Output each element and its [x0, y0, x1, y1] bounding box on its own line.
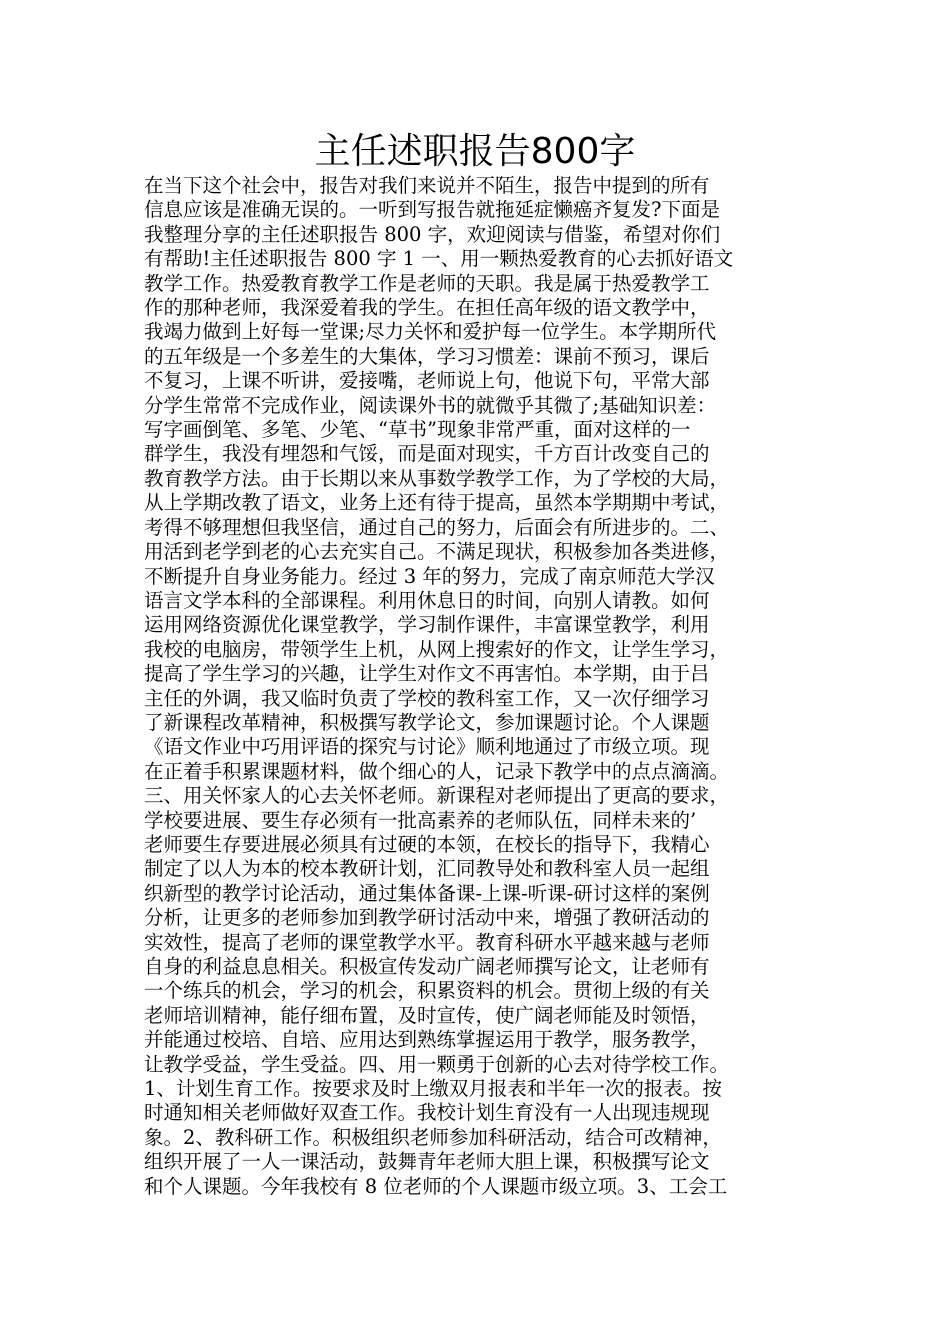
body-line: 让教学受益，学生受益。四、用一颗勇于创新的心去对待学校工作。 [144, 1052, 730, 1076]
body-line: 语言文学本科的全部课程。利用休息日的时间，向别人请教。如何 [144, 588, 710, 612]
body-line: 学校要进展、要生存必须有一批高素养的老师队伍，同样未来的’ [144, 808, 697, 832]
body-line: 写字画倒笔、多笔、少笔、“草书”现象非常严重，面对这样的一 [144, 418, 691, 442]
body-line: 运用网络资源优化课堂教学，学习制作课件，丰富课堂教学，利用 [144, 613, 710, 637]
document-title: 主任述职报告800字 [314, 131, 636, 172]
document-body [144, 174, 844, 1199]
body-line: 从上学期改教了语文，业务上还有待于提高，虽然本学期期中考试， [144, 491, 730, 515]
body-line: 三、用关怀家人的心去关怀老师。新课程对老师提出了更高的要求， [144, 784, 730, 808]
body-line: 在当下这个社会中，报告对我们来说并不陌生，报告中提到的所有 [144, 174, 710, 197]
body-line: 一个练兵的机会，学习的机会，积累资料的机会。贯彻上级的有关 [144, 979, 710, 1003]
body-line: 不断提升自身业务能力。经过 3 年的努力，完成了南京师范大学汉 [144, 564, 715, 588]
body-line: 我竭力做到上好每一堂课;尽力关怀和爱护每一位学生。本学期所代 [144, 320, 717, 344]
body-line: 我校的电脑房，带领学生上机，从网上搜索好的作文，让学生学习， [144, 637, 730, 661]
body-line: 不复习，上课不听讲，爱接嘴，老师说上句，他说下句，平常大部 [144, 369, 710, 393]
body-line: 实效性，提高了老师的课堂教学水平。教育科研水平越来越与老师 [144, 930, 710, 954]
body-line: 作的那种老师，我深爱着我的学生。在担任高年级的语文教学中， [144, 296, 710, 320]
body-line: 教学工作。热爱教育教学工作是老师的天职。我是属于热爱教学工 [144, 271, 710, 295]
body-line: 的五年级是一个多差生的大集体，学习习惯差：课前不预习，课后 [144, 344, 710, 368]
body-line: 在正着手积累课题材料，做个细心的人，记录下教学中的点点滴滴。 [144, 759, 730, 783]
body-line: 自身的利益息息相关。积极宣传发动广阔老师撰写论文，让老师有 [144, 955, 710, 978]
body-line: 主任的外调，我又临时负责了学校的教科室工作，又一次仔细学习 [144, 686, 710, 710]
body-line: 分析，让更多的老师参加到教学研讨活动中来，增强了教研活动的 [144, 906, 710, 930]
body-line: 考得不够理想但我坚信，通过自己的努力，后面会有所进步的。二、 [144, 515, 730, 539]
body-line: 和个人课题。今年我校有 8 位老师的个人课题市级立项。3、工会工 [144, 1174, 728, 1198]
body-line: 有帮助!主任述职报告 800 字 1 一、用一颗热爱教育的心去抓好语文 [144, 247, 734, 271]
body-line: 组织开展了一人一课活动，鼓舞青年老师大胆上课，积极撰写论文 [144, 1150, 710, 1174]
body-line: 老师培训精神，能仔细布置，及时宣传，使广阔老师能及时领悟， [144, 1003, 710, 1027]
body-line: 了新课程改革精神，积极撰写教学论文，参加课题讨论。个人课题 [144, 710, 710, 734]
body-line: 提高了学生学习的兴趣，让学生对作文不再害怕。本学期，由于吕 [144, 662, 710, 686]
body-line: 并能通过校培、自培、应用达到熟练掌握运用于教学，服务教学， [144, 1028, 710, 1052]
body-line: 1、计划生育工作。按要求及时上缴双月报表和半年一次的报表。按 [144, 1077, 722, 1101]
body-line: 制定了以人为本的校本教研计划，汇同教导处和教科室人员一起组 [144, 857, 710, 881]
body-line: 用活到老学到老的心去充实自己。不满足现状，积极参加各类进修， [144, 540, 730, 564]
body-line: 分学生常常不完成作业，阅读课外书的就微乎其微了;基础知识差： [144, 393, 717, 417]
body-line: 织新型的教学讨论活动，通过集体备课-上课-听课-研讨这样的案例 [144, 881, 710, 905]
body-line: 时通知相关老师做好双查工作。我校计划生育没有一人出现违规现 [144, 1101, 710, 1125]
body-line: 《语文作业中巧用评语的探究与讨论》顺利地通过了市级立项。现 [144, 735, 710, 759]
body-line: 象。2、教科研工作。积极组织老师参加科研活动，结合可改精神， [144, 1125, 722, 1149]
body-line: 老师要生存要进展必须具有过硬的本领，在校长的指导下，我精心 [144, 832, 710, 856]
body-line: 我整理分享的主任述职报告 800 字，欢迎阅读与借鉴，希望对你们 [144, 222, 721, 246]
body-line: 群学生，我没有埋怨和气馁，而是面对现实，千方百计改变自己的 [144, 442, 710, 466]
body-line: 教育教学方法。由于长期以来从事数学教学工作，为了学校的大局， [144, 466, 730, 490]
body-line: 信息应该是准确无误的。一听到写报告就拖延症懒癌齐复发?下面是 [144, 198, 720, 222]
